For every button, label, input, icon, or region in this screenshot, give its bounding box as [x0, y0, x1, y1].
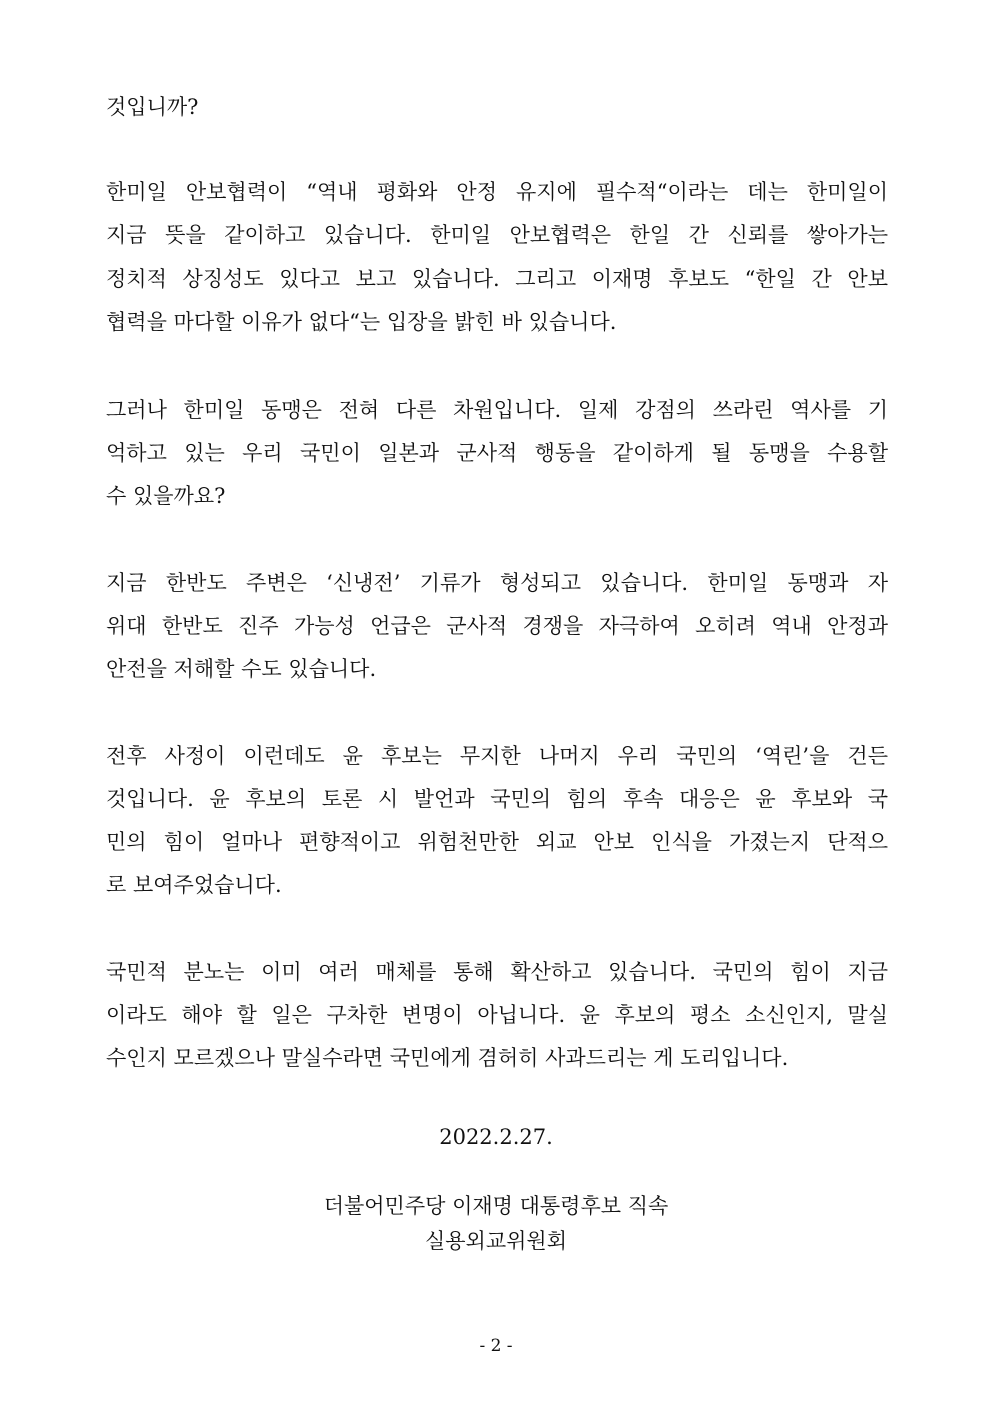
body-line: 수인지 모르겠으나 말실수라면 국민에게 겸허히 사과드리는 게 도리입니다. [106, 1046, 789, 1070]
body-line: 정치적 상징성도 있다고 보고 있습니다. 그리고 이재명 후보도 “한일 간 안보 [106, 267, 888, 291]
date: 2022.2.27. [439, 1125, 553, 1149]
body-line: 억하고 있는 우리 국민이 일본과 군사적 행동을 같이하게 될 동맹을 수용할 [106, 441, 888, 465]
body-line: 협력을 마다할 이유가 없다“는 입장을 밝힌 바 있습니다. [106, 310, 617, 334]
signature-committee: 실용외교위원회 [424, 1229, 567, 1253]
body-line: 지금 뜻을 같이하고 있습니다. 한미일 안보협력은 한일 간 신뢰를 쌓아가는 [106, 223, 888, 247]
body-line: 전후 사정이 이런데도 윤 후보는 무지한 나머지 우리 국민의 ‘역린’을 건든 [106, 744, 888, 768]
body-line: 지금 한반도 주변은 ‘신냉전’ 기류가 형성되고 있습니다. 한미일 동맹과 자 [106, 571, 888, 595]
body-line: 위대 한반도 진주 가능성 언급은 군사적 경쟁을 자극하여 오히려 역내 안정과 [106, 614, 888, 638]
signature-organization: 더불어민주당 이재명 대통령후보 직속 [323, 1194, 669, 1218]
body-line: 안전을 저해할 수도 있습니다. [106, 657, 377, 681]
body-line: 민의 힘이 얼마나 편향적이고 위험천만한 외교 안보 인식을 가졌는지 단적으 [106, 830, 888, 854]
body-line: 것입니다. 윤 후보의 토론 시 발언과 국민의 힘의 후속 대응은 윤 후보와 국 [106, 787, 888, 811]
page-number: - 2 - [479, 1336, 513, 1356]
body-line: 그러나 한미일 동맹은 전혀 다른 차원입니다. 일제 강점의 쓰라린 역사를 기 [106, 398, 888, 422]
body-line: 것입니까? [106, 95, 199, 119]
body-line: 수 있을까요? [106, 484, 226, 508]
body-line: 이라도 해야 할 일은 구차한 변명이 아닙니다. 윤 후보의 평소 소신인지, 말실 [106, 1003, 888, 1027]
body-line: 한미일 안보협력이 “역내 평화와 안정 유지에 필수적“이라는 데는 한미일이 [106, 180, 888, 204]
body-line: 로 보여주었습니다. [106, 873, 282, 897]
body-line: 국민적 분노는 이미 여러 매체를 통해 확산하고 있습니다. 국민의 힘이 지금 [106, 960, 888, 984]
